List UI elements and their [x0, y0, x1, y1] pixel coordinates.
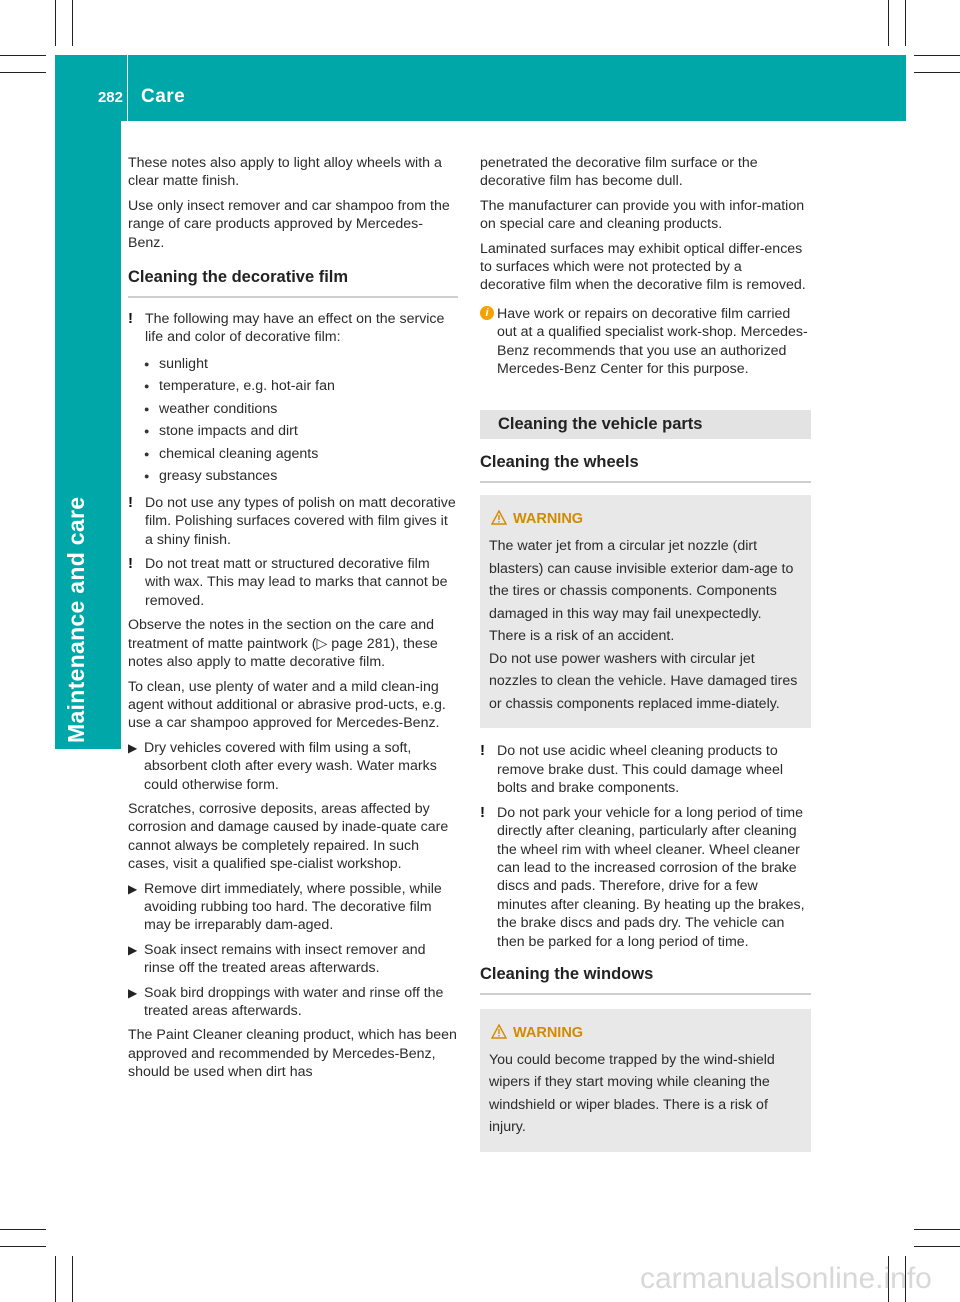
note-text: Have work or repairs on decorative film carried out at a qualified specialist work-shop. Mercedes-Benz recommends that you use an authorized Mercedes-Benz Center for this purpose. — [497, 305, 808, 378]
crop-mark — [888, 0, 889, 46]
header-divider — [127, 55, 128, 121]
warning-text: The water jet from a circular jet nozzle (dirt blasters) can cause invisible exterior dam-age to the tires or chassis components. Components damaged in this way may fail unexpectedly. There is a risk of an accident. — [489, 538, 794, 645]
section-heading-vehicle-parts: Cleaning the vehicle parts — [480, 410, 811, 439]
info-icon: i — [480, 306, 494, 320]
caution-note — [128, 310, 458, 347]
arrow-right-icon: ▶ — [128, 942, 138, 957]
crop-mark — [72, 0, 73, 46]
exclamation-icon: ! — [128, 493, 133, 511]
chapter-label: Maintenance and care — [63, 496, 89, 743]
crop-mark — [905, 0, 906, 46]
note-text: Do not treat matt or structured decorative film with wax. This may lead to marks that cannot be removed. — [145, 556, 448, 609]
caution-note — [480, 742, 811, 797]
left-column — [128, 154, 458, 1088]
exclamation-icon: ! — [128, 310, 133, 328]
body-paragraph: Observe the notes in the section on the care and treatment of matte paintwork (▷ page 281), these notes also apply to matte decorative film. — [128, 617, 438, 671]
crop-mark — [914, 55, 960, 56]
bullet-list — [128, 353, 458, 488]
step-text: Soak bird droppings with water and rinse off the treated areas afterwards. — [144, 984, 444, 1019]
warning-box — [480, 1009, 811, 1152]
caution-note — [128, 555, 458, 610]
watermark: carmanualsonline.info — [640, 1262, 932, 1295]
exclamation-icon: ! — [480, 803, 485, 821]
page-number: 282 — [97, 89, 123, 106]
body-paragraph: To clean, use plenty of water and a mild clean-ing agent without additional or abrasive prod-ucts, e.g. use a car shampoo approved for Mercedes-Benz. — [128, 678, 446, 732]
step-text: Soak insect remains with insect remover and rinse off the treated areas afterwards. — [144, 941, 426, 977]
caution-note — [128, 494, 458, 549]
caution-note — [480, 804, 811, 951]
instruction-step — [128, 739, 458, 794]
body-paragraph: The manufacturer can provide you with infor-mation on special care and cleaning products. — [480, 197, 805, 233]
section-heading-windows: Cleaning the windows — [480, 965, 811, 995]
crop-mark — [0, 55, 46, 56]
section-heading-wheels: Cleaning the wheels — [480, 453, 811, 483]
crop-mark — [0, 72, 46, 73]
warning-title: WARNING — [513, 1024, 584, 1041]
chapter-side-tab — [55, 121, 121, 749]
body-paragraph: penetrated the decorative film surface or the decorative film has become dull. — [480, 155, 758, 190]
instruction-step — [128, 984, 458, 1021]
page-header — [55, 55, 906, 121]
warning-box — [480, 495, 811, 728]
warning-triangle-icon — [491, 510, 507, 525]
list-item: ● chemical cleaning agents — [144, 443, 458, 466]
note-text: Do not park your vehicle for a long period of time directly after cleaning, particularly after cleaning the wheel rim with wheel cleaner. Wheel cleaner can lead to the increased corrosion of the brake discs and pads. Therefore, drive for a few minutes after cleaning. By heating up the brakes, the brake discs and pads dry. The vehicle can then be parked for a long period of time. — [497, 804, 805, 950]
crop-mark — [55, 1256, 56, 1302]
body-paragraph: Laminated surfaces may exhibit optical differ-ences to surfaces which were not protected by a decorative film when the decorative film is removed. — [480, 240, 806, 294]
list-item: ● greasy substances — [144, 465, 458, 488]
crop-mark — [914, 1229, 960, 1230]
warning-text: Do not use power washers with circular jet nozzles to clean the vehicle. Have damaged tires or chassis components replaced imme-diately. — [489, 650, 798, 712]
note-text: Do not use any types of polish on matt decorative film. Polishing surfaces covered with film gives it a shiny finish. — [145, 494, 456, 548]
crop-mark — [72, 1256, 73, 1302]
warning-header — [489, 1023, 801, 1043]
body-paragraph: Scratches, corrosive deposits, areas affected by corrosion and damage caused by inade-quate care cannot always be completely repaired. In such cases, visit a qualified spe-cialist workshop. — [128, 800, 449, 873]
body-paragraph: The Paint Cleaner cleaning product, which has been approved and recommended by Mercedes-Benz, should be used when dirt has — [128, 1027, 457, 1081]
crop-mark — [914, 72, 960, 73]
list-item: ● temperature, e.g. hot-air fan — [144, 375, 458, 398]
arrow-right-icon: ▶ — [128, 881, 138, 896]
warning-text: You could become trapped by the wind-shield wipers if they start moving while cleaning the windshield or wiper blades. There is a risk of injury. — [489, 1051, 775, 1136]
info-note — [480, 305, 811, 379]
exclamation-icon: ! — [480, 742, 485, 760]
arrow-right-icon: ▶ — [128, 985, 138, 1000]
exclamation-icon: ! — [128, 555, 133, 573]
note-text: The following may have an effect on the service life and color of decorative film: — [145, 311, 445, 346]
list-item: ● stone impacts and dirt — [144, 420, 458, 443]
warning-header — [489, 509, 801, 529]
step-text: Remove dirt immediately, where possible, while avoiding rubbing too hard. The decorative film may be irreparably dam-aged. — [144, 880, 442, 934]
list-item: ● weather conditions — [144, 398, 458, 421]
right-column — [480, 154, 811, 1166]
intro-paragraph: Use only insect remover and car shampoo from the range of care products approved by Mercedes-Benz. — [128, 197, 450, 251]
crop-mark — [55, 0, 56, 46]
warning-title: WARNING — [513, 511, 584, 528]
instruction-step — [128, 941, 458, 978]
section-heading-decorative-film: Cleaning the decorative film — [128, 268, 458, 298]
warning-triangle-icon — [491, 1024, 507, 1039]
intro-paragraph: These notes also apply to light alloy wheels with a clear matte finish. — [128, 155, 442, 190]
page-title: Care — [141, 86, 186, 107]
crop-mark — [0, 1229, 46, 1230]
arrow-right-icon: ▶ — [128, 740, 138, 755]
instruction-step — [128, 880, 458, 935]
list-item: ● sunlight — [144, 353, 458, 376]
crop-mark — [914, 1246, 960, 1247]
step-text: Dry vehicles covered with film using a soft, absorbent cloth after every wash. Water marks could otherwise form. — [144, 739, 437, 793]
crop-mark — [0, 1246, 46, 1247]
note-text: Do not use acidic wheel cleaning products to remove brake dust. This could damage wheel bolts and brake components. — [497, 743, 784, 797]
